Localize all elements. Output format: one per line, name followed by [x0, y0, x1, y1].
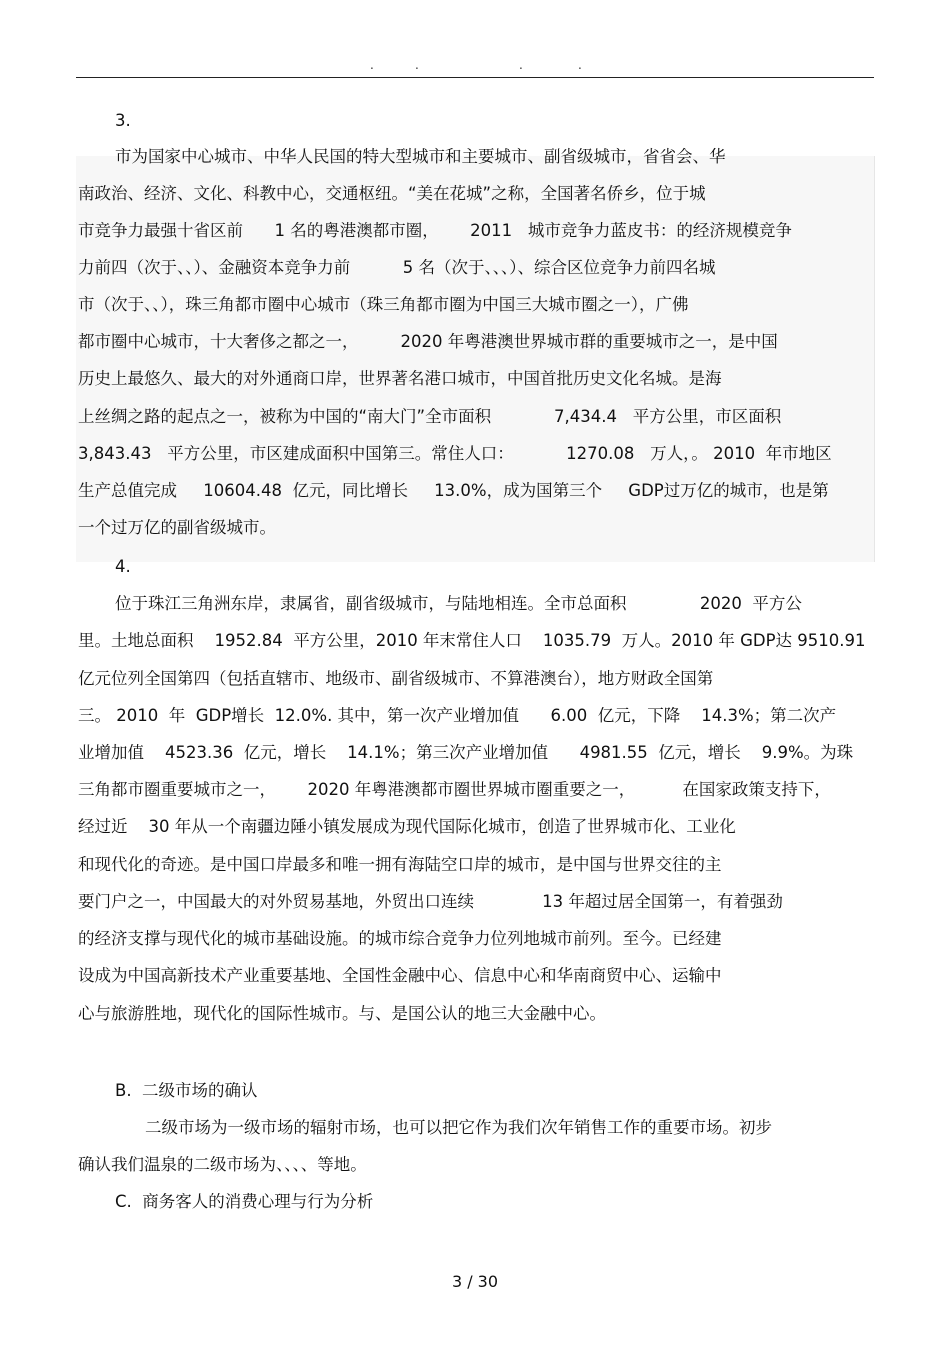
text-line: 历史上最悠久、最大的对外通商口岸，世界著名港口城市，中国首批历史文化名城。是海 [78, 369, 722, 388]
text-line: 市为国家中心城市、中华人民国的特大型城市和主要城市、副省级城市，省省会、华 [115, 147, 726, 166]
text-line: 三。 2010 年 GDP增长 12.0%. 其中，第一次产业增加值 6.00 亿元，下降 14.3%；第二次产 [78, 706, 837, 725]
header-dot: . [415, 58, 419, 72]
text-line: 力前四（次于、、）、金融资本竞争力前 5 名（次于、、、）、综合区位竞争力前四名城 [78, 258, 716, 277]
text-line: 生产总值完成 10604.48 亿元，同比增长 13.0%，成为国第三个 GDP过万亿的城市，也是第 [78, 481, 829, 500]
text-line: 二级市场为一级市场的辐射市场，也可以把它作为我们次年销售工作的重要市场。初步 [145, 1118, 772, 1137]
text-line: 南政治、经济、文化、科教中心，交通枢纽。“美在花城”之称，全国著名侨乡，位于城 [78, 184, 706, 203]
text-line: 市（次于、、），珠三角都市圈中心城市（珠三角都市圈为中国三大城市圈之一），广佛 [78, 295, 689, 314]
text-line: 要门户之一，中国最大的对外贸易基地，外贸出口连续 13 年超过居全国第一，有着强劲 [78, 892, 783, 911]
text-line: 三角都市圈重要城市之一， 2020 年粤港澳都市圈世界城市圈重要之一， 在国家政策支持下， [78, 780, 831, 799]
text-line: B. 二级市场的确认 [115, 1081, 258, 1100]
text-line: 心与旅游胜地，现代化的国际性城市。与、是国公认的地三大金融中心。 [78, 1004, 606, 1023]
text-line: 设成为中国高新技术产业重要基地、全国性金融中心、信息中心和华南商贸中心、运输中 [78, 966, 722, 985]
text-line: 3,843.43 平方公里，市区建成面积中国第三。常住人口： 1270.08 万人，。 2010 年市地区 [78, 444, 832, 463]
text-line: 亿元位列全国第四（包括直辖市、地级市、副省级城市、不算港澳台），地方财政全国第 [78, 669, 714, 688]
text-line: 市竞争力最强十省区前 1 名的粤港澳都市圈， 2011 城市竞争力蓝皮书：的经济规模竞争 [78, 221, 792, 240]
text-line: 里。土地总面积 1952.84 平方公里，2010 年末常住人口 1035.79 万人。2010 年 GDP达 9510.91 [78, 631, 866, 650]
header-dot: . [370, 58, 374, 72]
header-dot: . [578, 58, 582, 72]
header-dot: . [519, 58, 523, 72]
header-rule [76, 77, 874, 78]
text-line: 确认我们温泉的二级市场为、、、、等地。 [78, 1155, 367, 1174]
text-line: 一个过万亿的副省级城市。 [78, 518, 276, 537]
header-dots [0, 58, 950, 78]
text-line: 经过近 30 年从一个南疆边陲小镇发展成为现代国际化城市，创造了世界城市化、工业化 [78, 817, 736, 836]
shaded-paragraph-background [76, 156, 875, 562]
text-line: 4. [115, 557, 131, 576]
text-line: 上丝绸之路的起点之一，被称为中国的“南大门”全市面积 7,434.4 平方公里，市区面积 [78, 407, 782, 426]
text-line: 都市圈中心城市，十大奢侈之都之一， 2020 年粤港澳世界城市群的重要城市之一，是中国 [78, 332, 778, 351]
text-line: 业增加值 4523.36 亿元，增长 14.1%；第三次产业增加值 4981.55 亿元，增长 9.9%。为珠 [78, 743, 854, 762]
text-line: 位于珠江三角洲东岸，隶属省，副省级城市，与陆地相连。全市总面积 2020 平方公 [115, 594, 802, 613]
text-line: 的经济支撑与现代化的城市基础设施。的城市综合竞争力位列地城市前列。至今。已经建 [78, 929, 722, 948]
text-line: 和现代化的奇迹。是中国口岸最多和唯一拥有海陆空口岸的城市，是中国与世界交往的主 [78, 855, 722, 874]
page-number: 3 / 30 [451, 1272, 499, 1291]
text-line: 3. [115, 111, 131, 130]
text-line: C. 商务客人的消费心理与行为分析 [115, 1192, 374, 1211]
